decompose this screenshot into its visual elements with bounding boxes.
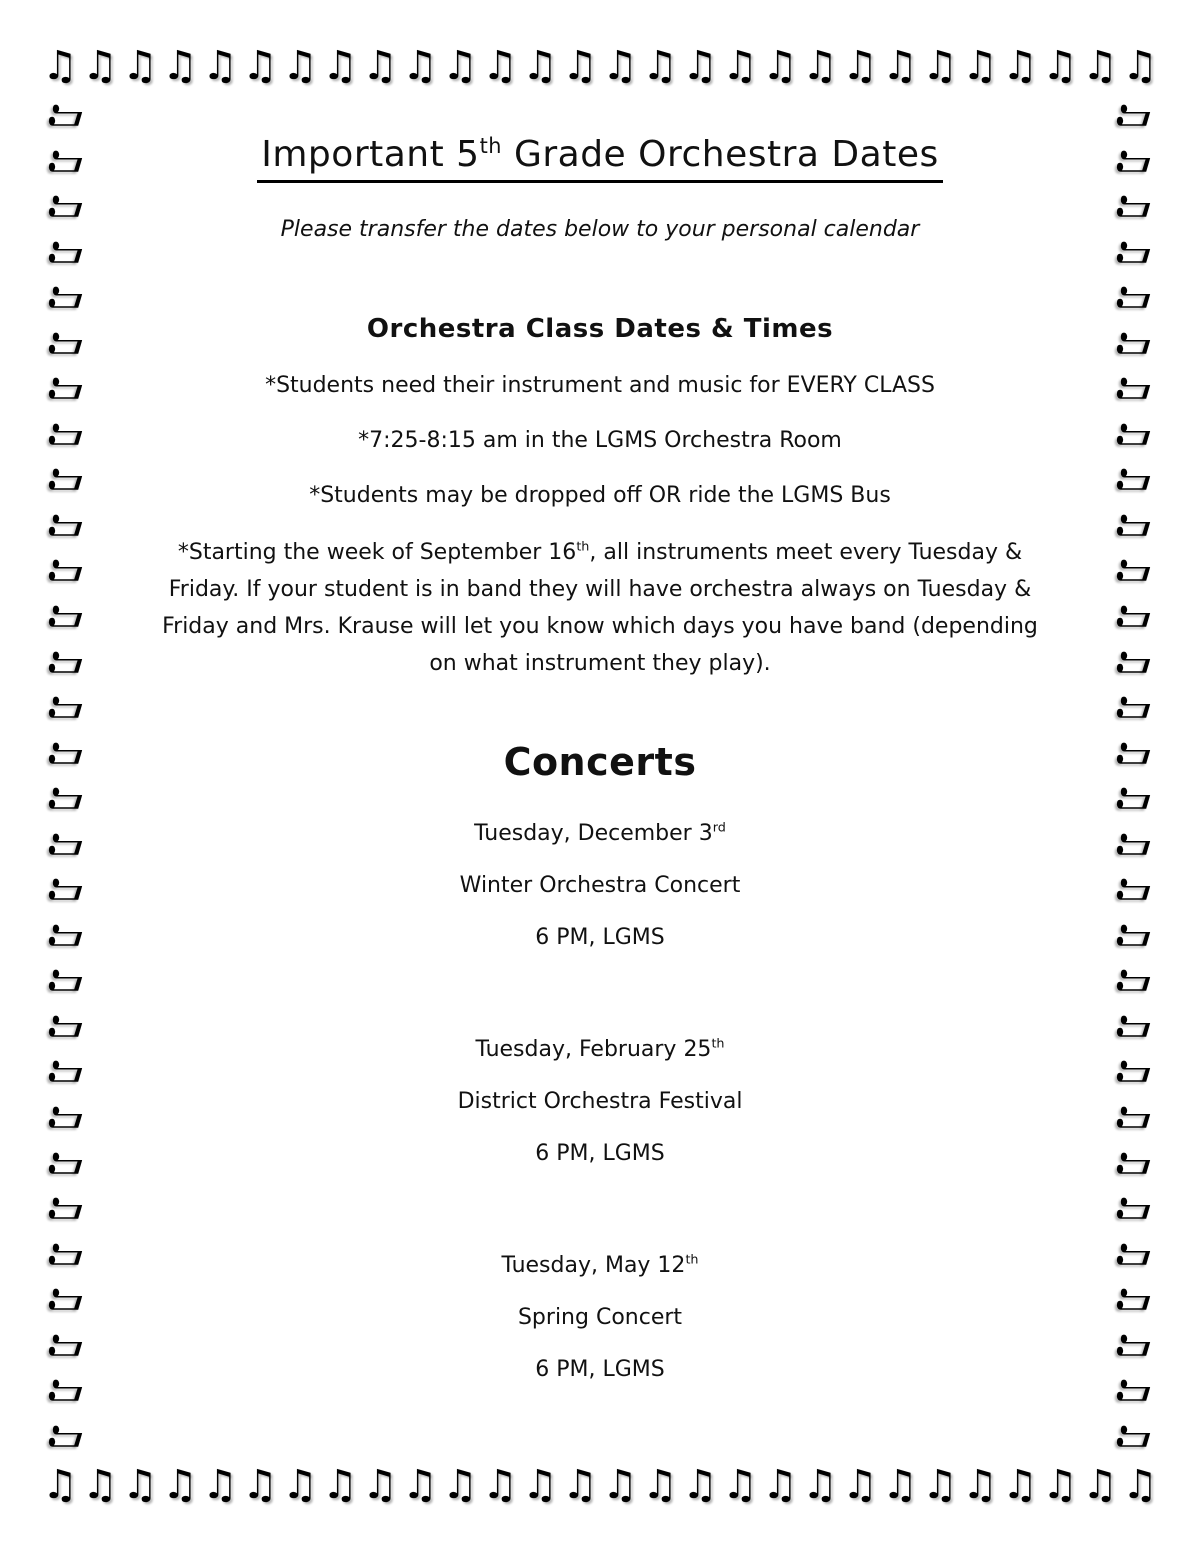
music-note-icon: ♫ — [402, 43, 438, 89]
music-note-icon: ♫ — [962, 43, 998, 89]
music-note-icon: ♫ — [42, 506, 89, 543]
music-note-icon: ♫ — [1110, 734, 1157, 771]
title-text: Important 5 — [261, 134, 480, 175]
music-note-icon: ♫ — [1122, 43, 1158, 89]
flyer-content — [110, 90, 1090, 1384]
music-note-icon: ♫ — [642, 1462, 678, 1508]
music-note-icon: ♫ — [42, 916, 89, 953]
music-note-icon: ♫ — [42, 1144, 89, 1181]
music-note-icon: ♫ — [682, 43, 718, 89]
music-note-icon: ♫ — [1110, 552, 1157, 589]
music-note-icon: ♫ — [602, 1462, 638, 1508]
music-note-icon: ♫ — [1110, 825, 1157, 862]
concert-name: Winter Orchestra Concert — [459, 873, 741, 898]
music-note-icon: ♫ — [1110, 1008, 1157, 1044]
music-note-icon: ♫ — [642, 43, 678, 89]
music-note-icon: ♫ — [1110, 1372, 1157, 1409]
class-info-dropoff: *Students may be dropped off OR ride the LGMS Bus — [309, 483, 891, 508]
music-note-icon: ♫ — [42, 1008, 89, 1044]
class-section-heading: Orchestra Class Dates & Times — [366, 314, 834, 344]
page-title — [110, 134, 1090, 183]
music-note-icon: ♫ — [1082, 43, 1118, 89]
music-note-icon: ♫ — [802, 43, 838, 89]
music-note-icon: ♫ — [42, 1462, 78, 1508]
music-note-icon: ♫ — [42, 780, 89, 817]
music-note-icon: ♫ — [1110, 962, 1157, 999]
music-note-icon: ♫ — [42, 370, 89, 407]
music-note-icon: ♫ — [1110, 1144, 1157, 1181]
music-note-icon: ♫ — [42, 1235, 89, 1272]
music-note-icon: ♫ — [1110, 1235, 1157, 1272]
music-note-icon: ♫ — [1110, 689, 1157, 726]
music-note-icon: ♫ — [1082, 1462, 1118, 1508]
music-note-icon: ♫ — [42, 461, 89, 498]
music-note-icon: ♫ — [1110, 916, 1157, 953]
concert-name: Spring Concert — [517, 1305, 683, 1330]
music-note-icon: ♫ — [42, 1281, 89, 1318]
concert-time-location: 6 PM, LGMS — [535, 1357, 665, 1382]
music-note-icon: ♫ — [1002, 43, 1038, 89]
music-note-icon: ♫ — [82, 43, 118, 89]
music-note-icon: ♫ — [522, 43, 558, 89]
music-note-icon: ♫ — [1110, 324, 1157, 361]
music-note-icon: ♫ — [162, 43, 198, 89]
subtitle: Please transfer the dates below to your personal calendar — [280, 217, 920, 242]
music-note-border-right — [1108, 94, 1160, 1457]
music-note-icon: ♫ — [42, 871, 89, 908]
title-ordinal-suffix: th — [479, 134, 502, 158]
music-note-icon: ♫ — [1110, 233, 1157, 270]
music-note-icon: ♫ — [722, 43, 758, 89]
music-note-icon: ♫ — [882, 43, 918, 89]
music-note-icon: ♫ — [802, 1462, 838, 1508]
concert-date — [110, 1036, 1090, 1064]
music-note-icon: ♫ — [42, 1417, 89, 1454]
music-note-icon: ♫ — [562, 1462, 598, 1508]
music-note-icon: ♫ — [42, 142, 89, 179]
concert-event-district-festival — [110, 1036, 1090, 1168]
concert-date-ordinal-suffix: th — [711, 1036, 725, 1052]
music-note-icon: ♫ — [1110, 871, 1157, 908]
music-note-icon: ♫ — [762, 43, 798, 89]
music-note-icon: ♫ — [42, 1190, 89, 1227]
music-note-icon: ♫ — [1110, 1281, 1157, 1318]
music-note-icon: ♫ — [42, 233, 89, 270]
music-note-icon: ♫ — [962, 1462, 998, 1508]
music-note-icon: ♫ — [42, 415, 89, 452]
music-note-icon: ♫ — [442, 43, 478, 89]
class-info-instrument: *Students need their instrument and music for EVERY CLASS — [265, 373, 935, 398]
music-note-icon: ♫ — [42, 689, 89, 726]
music-note-icon: ♫ — [42, 962, 89, 999]
music-note-icon: ♫ — [1110, 780, 1157, 817]
music-note-icon: ♫ — [402, 1462, 438, 1508]
music-note-icon: ♫ — [42, 825, 89, 862]
music-note-icon: ♫ — [1110, 461, 1157, 498]
music-note-icon: ♫ — [242, 43, 278, 89]
music-note-icon: ♫ — [162, 1462, 198, 1508]
music-note-icon: ♫ — [482, 1462, 518, 1508]
music-note-icon: ♫ — [1002, 1462, 1038, 1508]
concerts-heading: Concerts — [503, 740, 697, 784]
page-title-underlined-text — [257, 134, 942, 183]
music-note-icon: ♫ — [42, 1372, 89, 1409]
music-note-icon: ♫ — [242, 1462, 278, 1508]
concert-date-ordinal-suffix: rd — [712, 820, 726, 836]
music-note-icon: ♫ — [1110, 643, 1157, 680]
concert-time-location: 6 PM, LGMS — [535, 925, 665, 950]
music-note-icon: ♫ — [202, 43, 238, 89]
music-note-icon: ♫ — [922, 1462, 958, 1508]
music-note-icon: ♫ — [362, 43, 398, 89]
music-note-icon: ♫ — [282, 43, 318, 89]
schedule-note-text-rest: , all instruments meet every Tuesday & Friday. If your student is in band they will have orchestra always on Tuesday & Friday and Mrs. Krause will let you know which days you have band (depending on what instrument they play). — [162, 540, 1038, 676]
title-text-rest: Grade Orchestra Dates — [502, 134, 939, 175]
concert-date — [110, 820, 1090, 848]
music-note-icon: ♫ — [42, 1053, 89, 1090]
music-note-icon: ♫ — [82, 1462, 118, 1508]
music-note-icon: ♫ — [42, 1099, 89, 1135]
music-note-border-top — [42, 40, 1158, 92]
schedule-note-text: *Starting the week of September 16 — [177, 540, 577, 565]
music-note-icon: ♫ — [1110, 415, 1157, 452]
music-note-icon: ♫ — [722, 1462, 758, 1508]
music-note-icon: ♫ — [522, 1462, 558, 1508]
music-note-icon: ♫ — [602, 43, 638, 89]
class-info-time: *7:25-8:15 am in the LGMS Orchestra Room — [358, 428, 842, 453]
concert-date-text: Tuesday, February 25 — [475, 1037, 712, 1062]
concert-date-ordinal-suffix: th — [685, 1252, 699, 1268]
music-note-icon: ♫ — [842, 1462, 878, 1508]
music-note-icon: ♫ — [42, 97, 89, 133]
music-note-icon: ♫ — [1110, 598, 1157, 634]
music-note-icon: ♫ — [202, 1462, 238, 1508]
music-note-icon: ♫ — [922, 43, 958, 89]
schedule-note-ordinal-suffix: th — [576, 539, 590, 555]
music-note-icon: ♫ — [1042, 1462, 1078, 1508]
music-note-icon: ♫ — [1110, 370, 1157, 407]
music-note-icon: ♫ — [1110, 506, 1157, 543]
class-schedule-paragraph — [148, 534, 1053, 682]
music-note-icon: ♫ — [322, 1462, 358, 1508]
music-note-icon: ♫ — [282, 1462, 318, 1508]
music-note-icon: ♫ — [1110, 188, 1157, 225]
concert-date — [110, 1252, 1090, 1280]
concert-date-text: Tuesday, December 3 — [474, 821, 713, 846]
music-note-icon: ♫ — [42, 188, 89, 225]
music-note-icon: ♫ — [42, 734, 89, 771]
music-note-icon: ♫ — [762, 1462, 798, 1508]
music-note-icon: ♫ — [842, 43, 878, 89]
music-note-icon: ♫ — [362, 1462, 398, 1508]
music-note-icon: ♫ — [122, 43, 158, 89]
music-note-icon: ♫ — [482, 43, 518, 89]
music-note-icon: ♫ — [1110, 97, 1157, 133]
music-note-icon: ♫ — [42, 552, 89, 589]
music-note-border-left — [40, 94, 92, 1457]
music-note-icon: ♫ — [1122, 1462, 1158, 1508]
music-note-icon: ♫ — [1110, 1417, 1157, 1454]
music-note-icon: ♫ — [122, 1462, 158, 1508]
music-note-icon: ♫ — [42, 1326, 89, 1363]
concert-event-spring — [110, 1252, 1090, 1384]
music-note-icon: ♫ — [1110, 279, 1157, 316]
music-note-icon: ♫ — [42, 43, 78, 89]
music-note-icon: ♫ — [1110, 142, 1157, 179]
music-note-icon: ♫ — [322, 43, 358, 89]
music-note-icon: ♫ — [682, 1462, 718, 1508]
concert-date-text: Tuesday, May 12 — [501, 1253, 686, 1278]
concert-name: District Orchestra Festival — [457, 1089, 743, 1114]
music-note-icon: ♫ — [442, 1462, 478, 1508]
music-note-icon: ♫ — [1110, 1099, 1157, 1135]
concert-time-location: 6 PM, LGMS — [535, 1141, 665, 1166]
music-note-icon: ♫ — [42, 324, 89, 361]
music-note-icon: ♫ — [1042, 43, 1078, 89]
music-note-icon: ♫ — [42, 643, 89, 680]
music-note-icon: ♫ — [562, 43, 598, 89]
concert-event-winter — [110, 820, 1090, 952]
music-note-icon: ♫ — [882, 1462, 918, 1508]
music-note-icon: ♫ — [1110, 1326, 1157, 1363]
music-note-icon: ♫ — [42, 598, 89, 634]
music-note-icon: ♫ — [42, 279, 89, 316]
music-note-icon: ♫ — [1110, 1053, 1157, 1090]
music-note-border-bottom — [42, 1459, 1158, 1511]
music-note-icon: ♫ — [1110, 1190, 1157, 1227]
